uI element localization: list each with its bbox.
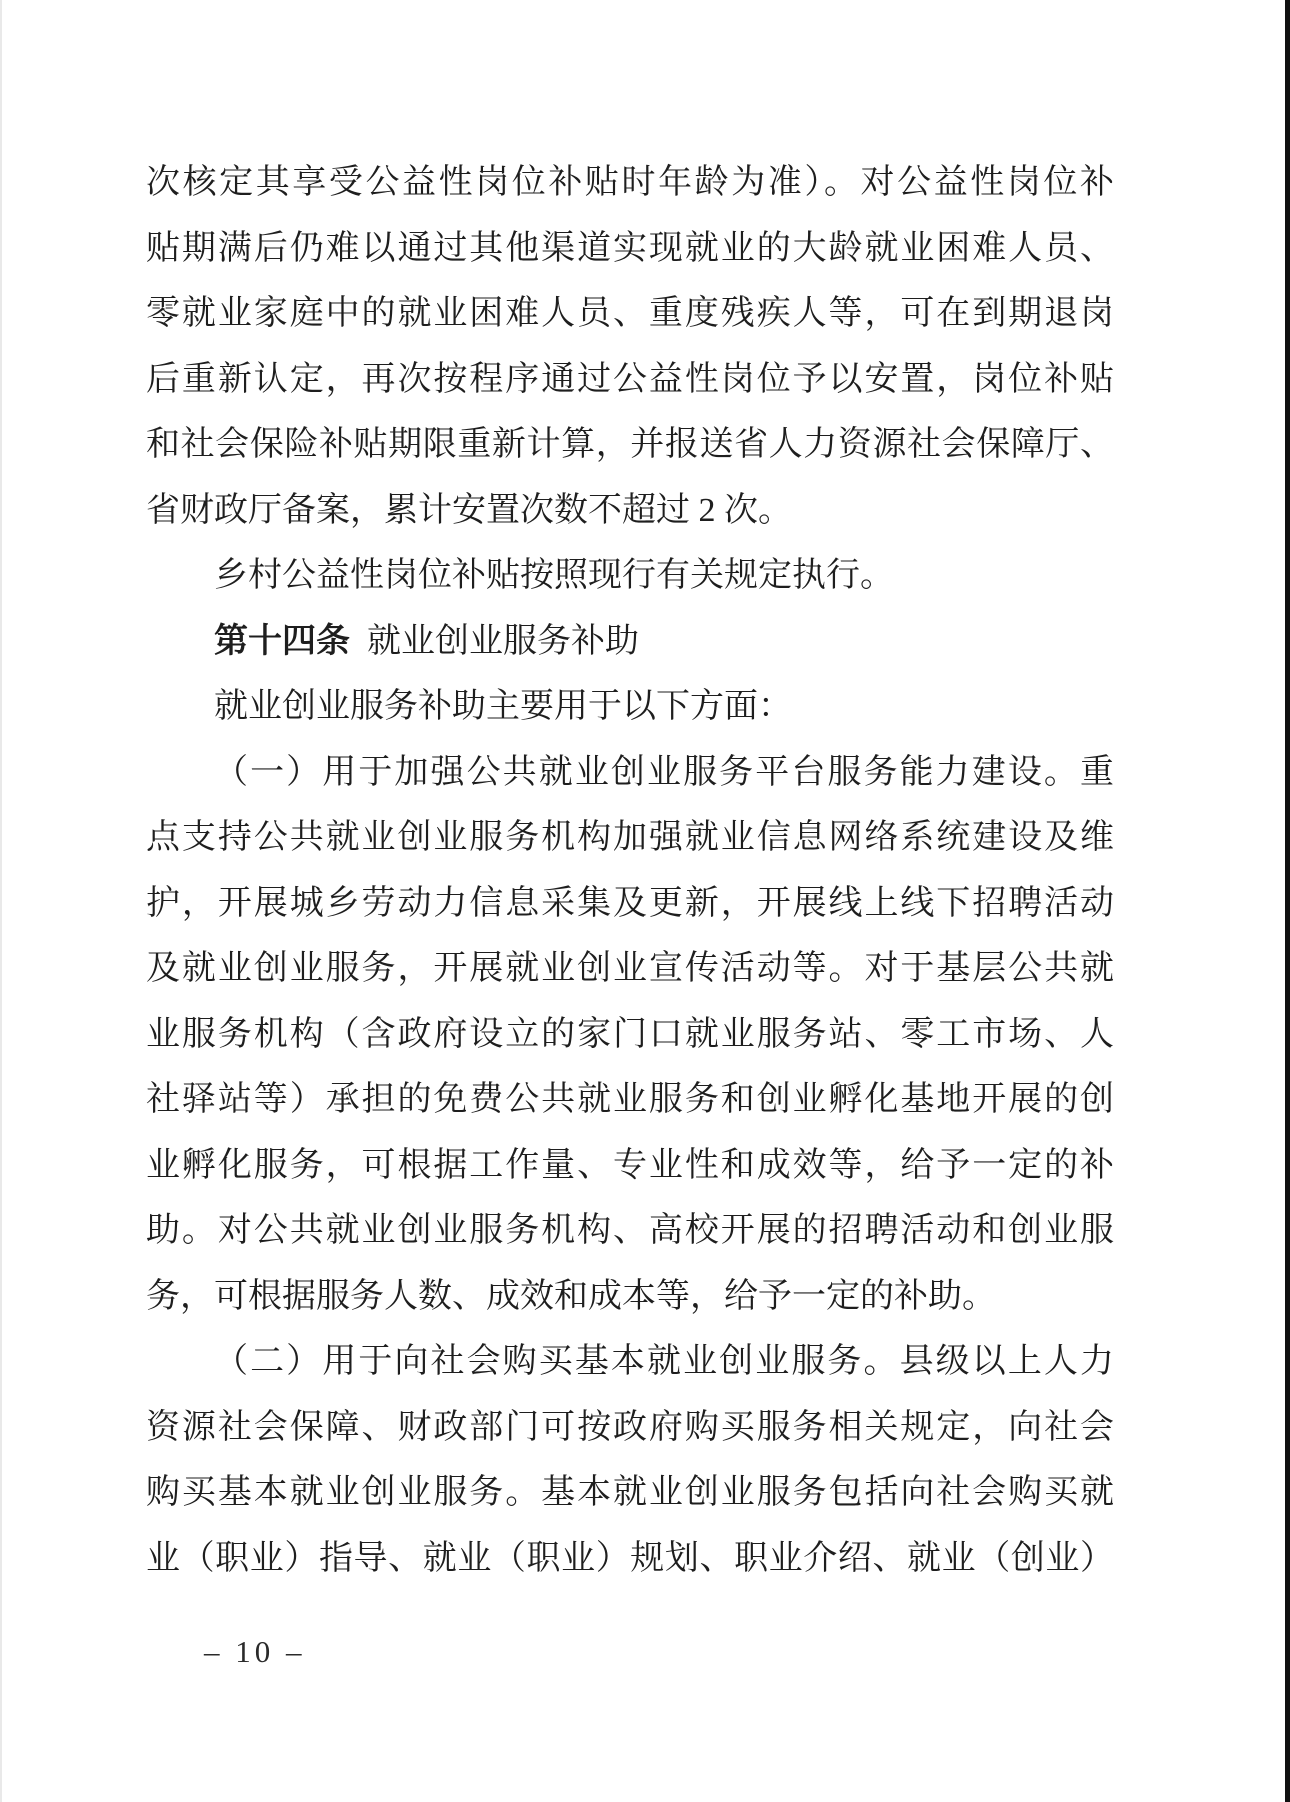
page-number-footer: – 10 – — [204, 1634, 306, 1669]
text-line: 就业创业服务补助主要用于以下方面： — [214, 688, 792, 725]
text-line: 零就业家庭中的就业困难人员、重度残疾人等，可在到期退岗 — [146, 295, 1114, 332]
text-line: 贴期满后仍难以通过其他渠道实现就业的大龄就业困难人员、 — [146, 229, 1114, 267]
text-line: 业孵化服务，可根据工作量、专业性和成效等，给予一定的补 — [146, 1146, 1114, 1184]
text-line: 资源社会保障、财政部门可按政府购买服务相关规定，向社会 — [146, 1408, 1114, 1446]
article-number: 第十四条 — [214, 622, 350, 660]
text-line: （一）用于加强公共就业创业服务平台服务能力建设。重 — [214, 753, 1114, 791]
article-title: 就业创业服务补助 — [367, 622, 639, 660]
text-line: 乡村公益性岗位补贴按照现行有关规定执行。 — [214, 557, 894, 594]
text-line: 及就业创业服务，开展就业创业宣传活动等。对于基层公共就 — [146, 950, 1114, 987]
text-line: 后重新认定，再次按程序通过公益性岗位予以安置，岗位补贴 — [146, 360, 1114, 398]
text-line: 助。对公共就业创业服务机构、高校开展的招聘活动和创业服 — [146, 1212, 1114, 1249]
text-line: 业服务机构（含政府设立的家门口就业服务站、零工市场、人 — [146, 1015, 1114, 1053]
text-line: 点支持公共就业创业服务机构加强就业信息网络系统建设及维 — [146, 819, 1114, 856]
text-line: 和社会保险补贴期限重新计算，并报送省人力资源社会保障厅、 — [146, 426, 1114, 463]
text-line: 次核定其享受公益性岗位补贴时年龄为准）。对公益性岗位补 — [146, 164, 1114, 201]
text-line: 省财政厅备案，累计安置次数不超过 2 次。 — [146, 491, 792, 529]
article-heading — [146, 609, 1114, 675]
text-line: 护，开展城乡劳动力信息采集及更新，开展线上线下招聘活动 — [146, 884, 1114, 922]
text-line: 社驿站等）承担的免费公共就业服务和创业孵化基地开展的创 — [146, 1081, 1114, 1118]
text-block — [146, 150, 1114, 1591]
text-line: 务，可根据服务人数、成效和成本等，给予一定的补助。 — [146, 1277, 996, 1315]
page-left-edge — [0, 0, 2, 1802]
page-right-edge — [1285, 0, 1290, 1802]
text-line: （二）用于向社会购买基本就业创业服务。县级以上人力 — [214, 1343, 1114, 1380]
text-line: 业（职业）指导、就业（职业）规划、职业介绍、就业（创业） — [146, 1539, 1114, 1577]
text-line: 购买基本就业创业服务。基本就业创业服务包括向社会购买就 — [146, 1474, 1114, 1511]
